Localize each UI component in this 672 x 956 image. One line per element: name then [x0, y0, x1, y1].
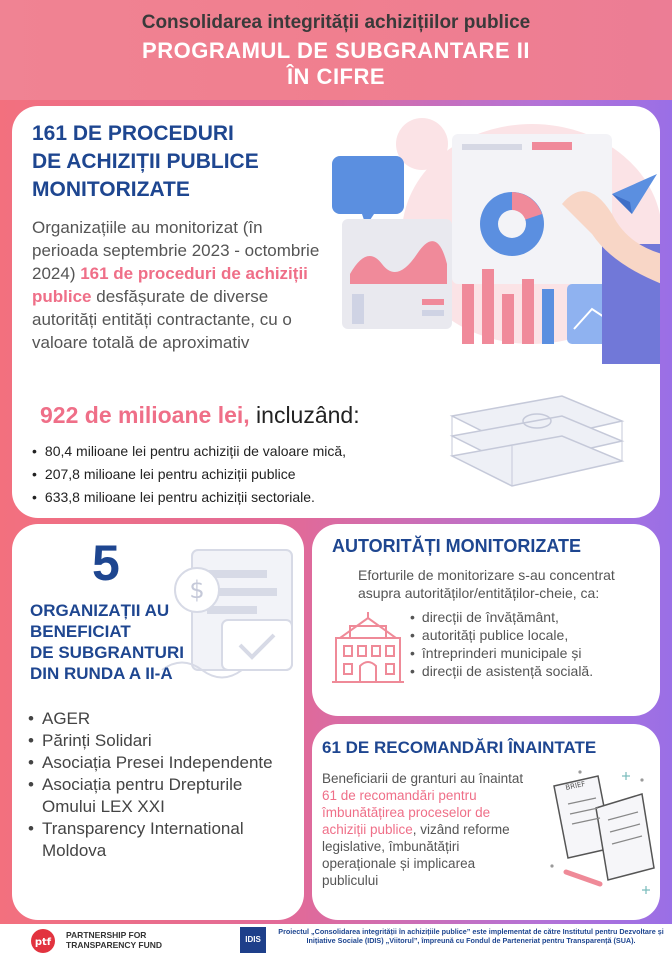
- analytics-illustration: [312, 114, 660, 384]
- organizations-card: [12, 524, 304, 920]
- authorities-intro: Eforturile de monitorizare s-au concentrat asupra autorităților/entităților-cheie, ca:: [358, 567, 615, 601]
- government-building-icon: [330, 610, 406, 690]
- procedures-text-before: Organizațiile au monitorizat (în perioada septembrie 2023 - octombrie 2024): [32, 218, 320, 283]
- recommendations-heading: 61 DE RECOMANDĂRI ÎNAINTATE: [322, 738, 597, 757]
- list-item: • Asociația Presei Independente: [26, 752, 296, 774]
- ptf-name-line2: TRANSPARENCY FUND: [66, 940, 163, 950]
- procedures-heading-line3: MONITORIZATE: [32, 178, 190, 201]
- organizations-heading: [30, 600, 260, 684]
- brief-documents-illustration: [546, 768, 656, 908]
- ptf-logo-text: ptf: [34, 937, 52, 948]
- recommendations-card: [312, 724, 660, 920]
- organizations-count: 5: [92, 535, 120, 591]
- organizations-heading-line4: DIN RUNDA A II-A: [30, 664, 173, 683]
- ptf-name-line1: PARTNERSHIP FOR: [66, 930, 147, 940]
- authorities-card: [312, 524, 660, 716]
- recommendations-text-after: , vizând reforme legislative, îmbunătățiri operaționale și implicarea publicului: [322, 822, 510, 888]
- procedures-card: [12, 106, 660, 518]
- procedures-heading-line2: DE ACHIZIȚII PUBLICE: [32, 150, 259, 173]
- svg-text:$: $: [189, 576, 205, 604]
- organizations-heading-line3: DE SUBGRANTURI: [30, 643, 184, 662]
- header: [0, 0, 672, 100]
- list-item: • 80,4 milioane lei pentru achiziții de valoare mică,: [32, 440, 452, 463]
- brief-label: BRIEF: [564, 779, 587, 792]
- footer-note: Proiectul „Consolidarea integrității în achizițiile publice” este implementat de către Institutul pentru Dezvoltare și Inițiative Sociale (IDIS) „Viitorul”, împreună cu Fondul de Parteneriat pentru Transparență (SUA).: [278, 927, 664, 945]
- authorities-list: [410, 608, 650, 680]
- procedures-text-highlight: 161 de proceduri de achiziții publice: [32, 264, 308, 306]
- idis-logo: IDIS: [240, 927, 266, 953]
- list-item: • direcții de asistență socială.: [410, 662, 650, 680]
- organizations-heading-line2: BENEFICIAT: [30, 622, 131, 641]
- money-stack-illustration: [442, 376, 632, 496]
- recommendations-description: [322, 770, 532, 889]
- organizations-heading-line1: ORGANIZAȚII AU: [30, 601, 170, 620]
- list-item: • 633,8 milioane lei pentru achiziții sectoriale.: [32, 486, 452, 509]
- total-value-highlight: 922 de milioane lei,: [40, 402, 250, 428]
- total-value: [40, 402, 360, 429]
- procedures-heading-line1: 161 DE PROCEDURI: [32, 122, 234, 145]
- procedures-description: [32, 216, 332, 354]
- total-value-rest: incluzând:: [249, 402, 360, 428]
- list-item: • autorități publice locale,: [410, 626, 650, 644]
- recommendations-text-before: Beneficiarii de granturi au înaintat: [322, 771, 524, 786]
- list-item: • direcții de învățământ,: [410, 608, 650, 626]
- footer: [0, 924, 672, 956]
- list-item: • Asociația pentru Drepturile Omului LEX XXI: [26, 774, 296, 818]
- header-subtitle: Consolidarea integrității achizițiilor publice: [141, 12, 531, 33]
- list-item: • 207,8 milioane lei pentru achiziții publice: [32, 463, 452, 486]
- header-title: [0, 38, 672, 90]
- ptf-logo: [30, 928, 62, 954]
- procedures-breakdown-list: [32, 440, 452, 509]
- list-item: • întreprinderi municipale și: [410, 644, 650, 662]
- header-title-line1: PROGRAMUL DE SUBGRANTARE II: [142, 38, 530, 63]
- recommendations-text-highlight: 61 de recomandări pentru îmbunătățirea proceselor de achiziții publice: [322, 788, 491, 837]
- header-title-line2: ÎN CIFRE: [286, 64, 386, 89]
- list-item: • Părinți Solidari: [26, 730, 296, 752]
- list-item: • Transparency International Moldova: [26, 818, 296, 862]
- organizations-list: [26, 708, 296, 862]
- ptf-name: [66, 930, 162, 950]
- procedures-heading: [32, 120, 312, 204]
- authorities-heading: AUTORITĂȚI MONITORIZATE: [332, 536, 581, 556]
- procedures-text-after: desfășurate de diverse autorități entități contractante, cu o valoare totală de aproximativ: [32, 287, 292, 352]
- list-item: • AGER: [26, 708, 296, 730]
